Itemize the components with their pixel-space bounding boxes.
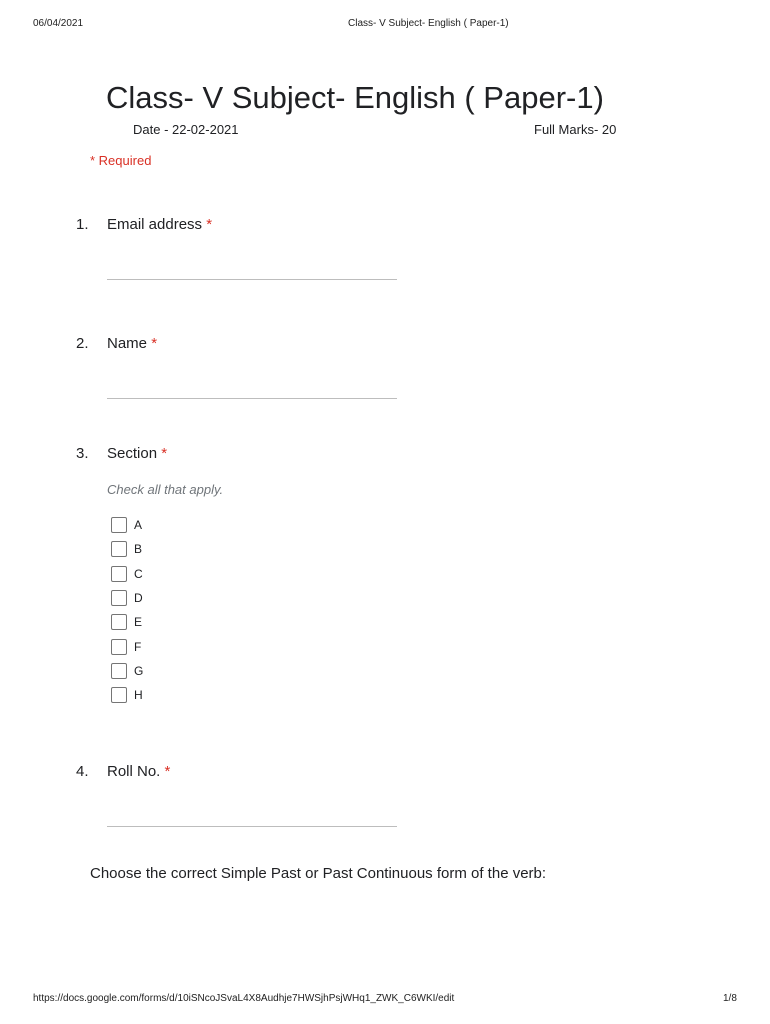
q3-label: Section * [107, 445, 168, 462]
checkbox[interactable] [111, 639, 127, 655]
section-options [111, 513, 143, 707]
option-g[interactable]: G [111, 659, 143, 683]
q3-number: 3. [76, 445, 89, 462]
print-title: Class- V Subject- English ( Paper-1) [348, 18, 509, 29]
q1-label: Email address * [107, 216, 213, 233]
email-input[interactable] [107, 279, 397, 280]
checkbox[interactable] [111, 614, 127, 630]
q2-number: 2. [76, 335, 89, 352]
q3-hint: Check all that apply. [107, 482, 224, 497]
checkbox[interactable] [111, 517, 127, 533]
full-marks: Full Marks- 20 [534, 122, 617, 137]
print-date: 06/04/2021 [33, 18, 84, 29]
q1-number: 1. [76, 216, 89, 233]
roll-no-input[interactable] [107, 826, 397, 827]
form-title: Class- V Subject- English ( Paper-1) [106, 80, 604, 115]
option-d[interactable]: D [111, 586, 143, 610]
q2-label: Name * [107, 335, 158, 352]
q4-label: Roll No. * [107, 763, 171, 780]
option-a[interactable]: A [111, 513, 143, 537]
checkbox[interactable] [111, 687, 127, 703]
checkbox[interactable] [111, 663, 127, 679]
checkbox[interactable] [111, 590, 127, 606]
option-b[interactable]: B [111, 537, 143, 561]
option-c[interactable]: C [111, 562, 143, 586]
form-date: Date - 22-02-2021 [133, 122, 239, 137]
section-description: Choose the correct Simple Past or Past Continuous form of the verb: [90, 865, 547, 882]
option-f[interactable]: F [111, 634, 143, 658]
q4-number: 4. [76, 763, 89, 780]
name-input[interactable] [107, 398, 397, 399]
checkbox[interactable] [111, 541, 127, 557]
required-note: * Required [90, 153, 152, 168]
checkbox[interactable] [111, 566, 127, 582]
footer-url: https://docs.google.com/forms/d/10iSNcoJSvaL4X8Audhje7HWSjhPsjWHq1_ZWK_C6WKI/edit [33, 993, 455, 1004]
option-h[interactable]: H [111, 683, 143, 707]
option-e[interactable]: E [111, 610, 143, 634]
page-number: 1/8 [723, 993, 737, 1004]
